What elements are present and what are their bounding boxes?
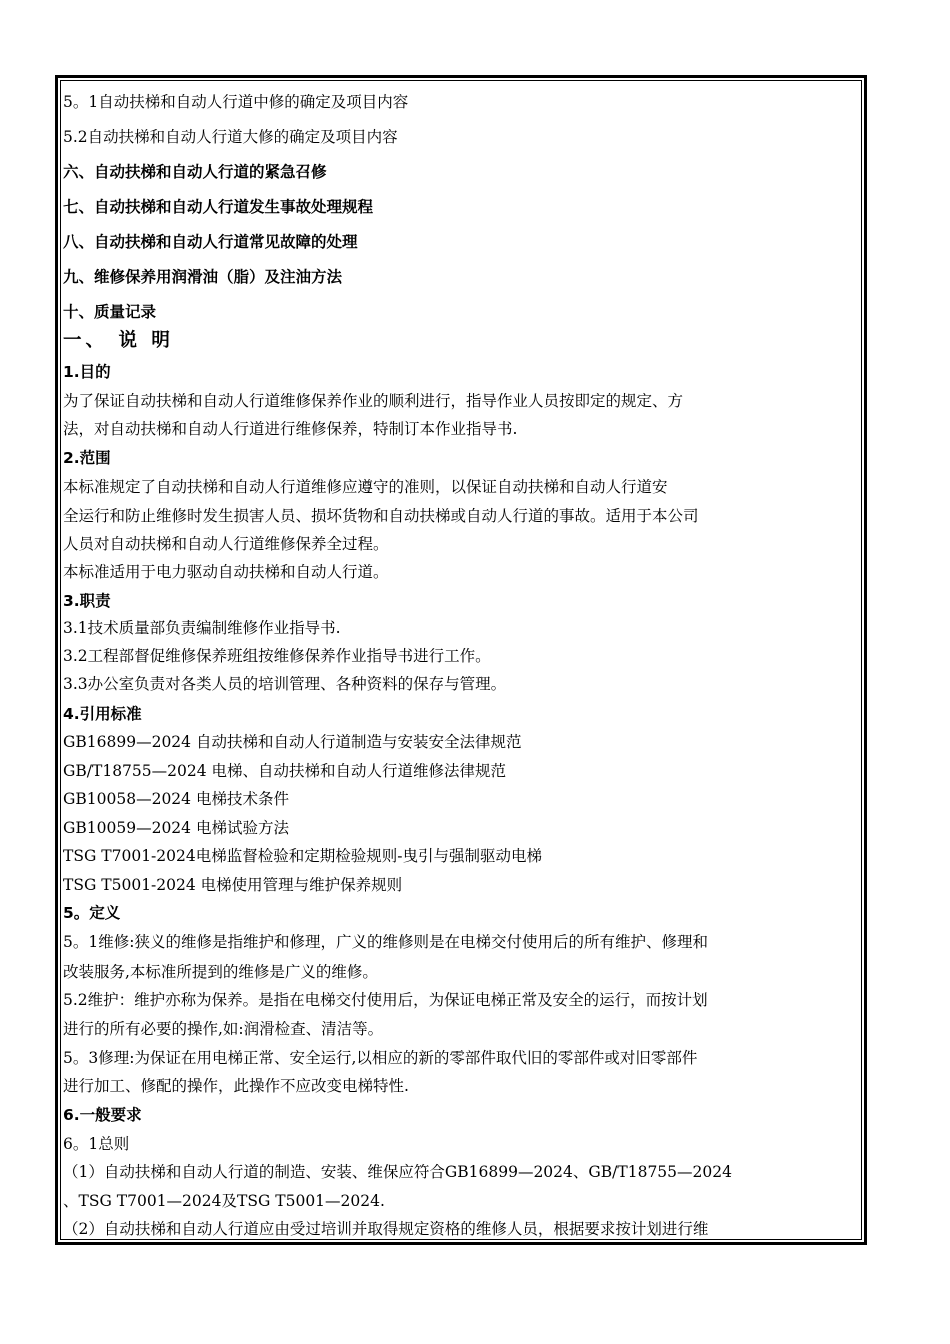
text-line: 进行的所有必要的操作,如:润滑检查、清洁等。	[63, 1020, 384, 1038]
section-heading: 九、维修保养用润滑油（脂）及注油方法	[63, 268, 343, 286]
section-heading: 2.范围	[63, 449, 111, 467]
text-line: 3.3办公室负责对各类人员的培训管理、各种资料的保存与管理。	[63, 675, 507, 693]
text-line: TSG T5001-2024 电梯使用管理与维护保养规则	[63, 876, 403, 894]
section-heading: 4.引用标准	[63, 705, 142, 723]
section-heading: 5。定义	[63, 904, 121, 922]
text-line: GB/T18755—2024 电梯、自动扶梯和自动人行道维修法律规范	[63, 762, 507, 780]
text-line: 法，对自动扶梯和自动人行道进行维修保养，特制订本作业指导书.	[63, 420, 518, 438]
section-heading: 七、自动扶梯和自动人行道发生事故处理规程	[63, 198, 374, 216]
section-heading: 六、自动扶梯和自动人行道的紧急召修	[63, 163, 327, 181]
text-line: 5.2自动扶梯和自动人行道大修的确定及项目内容	[63, 128, 398, 146]
text-line: 本标准规定了自动扶梯和自动人行道维修应遵守的准则，以保证自动扶梯和自动人行道安	[63, 478, 668, 496]
text-line: 人员对自动扶梯和自动人行道维修保养全过程。	[63, 535, 389, 553]
section-heading: 3.职责	[63, 592, 111, 610]
text-line: （2）自动扶梯和自动人行道应由受过培训并取得规定资格的维修人员，根据要求按计划进行维	[63, 1220, 709, 1238]
text-line: GB10059—2024 电梯试验方法	[63, 819, 289, 837]
text-line: 5。1自动扶梯和自动人行道中修的确定及项目内容	[63, 93, 409, 111]
text-line: 进行加工、修配的操作，此操作不应改变电梯特性.	[63, 1077, 409, 1095]
section-heading: 十、质量记录	[63, 303, 157, 321]
text-line: 、TSG T7001—2024及TSG T5001—2024.	[63, 1192, 385, 1210]
text-line: GB16899—2024 自动扶梯和自动人行道制造与安装安全法律规范	[63, 733, 522, 751]
text-line: 5。3修理:为保证在用电梯正常、安全运行,以相应的新的零部件取代旧的零部件或对旧零部件	[63, 1049, 698, 1067]
text-line: 为了保证自动扶梯和自动人行道维修保养作业的顺利进行，指导作业人员按即定的规定、方	[63, 392, 684, 410]
text-line: 改装服务,本标准所提到的维修是广义的维修。	[63, 963, 378, 981]
text-line: 3.1技术质量部负责编制维修作业指导书.	[63, 619, 341, 637]
text-line: 5.2维护：维护亦称为保养。是指在电梯交付使用后，为保证电梯正常及安全的运行，而按计划	[63, 991, 708, 1009]
text-line: GB10058—2024 电梯技术条件	[63, 790, 289, 808]
text-line: TSG T7001-2024电梯监督检验和定期检验规则-曳引与强制驱动电梯	[63, 847, 542, 865]
text-line: 本标准适用于电力驱动自动扶梯和自动人行道。	[63, 563, 389, 581]
text-line: 全运行和防止维修时发生损害人员、损坏货物和自动扶梯或自动人行道的事故。适用于本公司	[63, 507, 699, 525]
section-heading: 1.目的	[63, 363, 111, 381]
section-heading: 一、 说 明	[63, 330, 174, 351]
text-line: 6。1总则	[63, 1135, 130, 1153]
text-line: 5。1维修:狭义的维修是指维护和修理，广义的维修则是在电梯交付使用后的所有维护、修理和	[63, 933, 708, 951]
section-heading: 6.一般要求	[63, 1106, 142, 1124]
text-line: （1）自动扶梯和自动人行道的制造、安装、维保应符合GB16899—2024、GB/T18755—2024	[63, 1163, 732, 1181]
text-line: 3.2工程部督促维修保养班组按维修保养作业指导书进行工作。	[63, 647, 491, 665]
section-heading: 八、自动扶梯和自动人行道常见故障的处理	[63, 233, 358, 251]
